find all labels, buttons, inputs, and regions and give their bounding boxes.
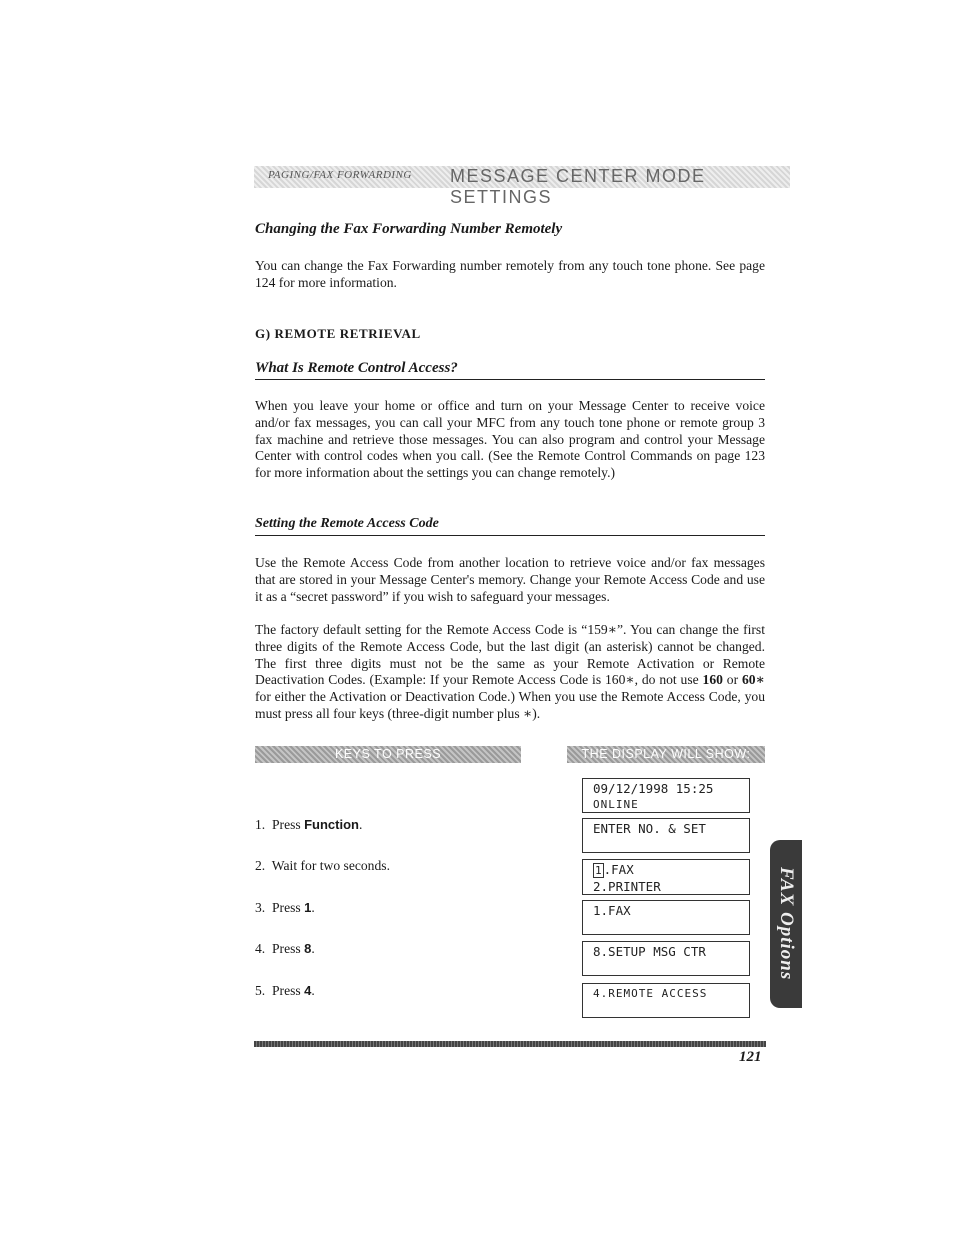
lcd-text: .FAX bbox=[603, 862, 634, 877]
paragraph-fax-forwarding: You can change the Fax Forwarding number remotely from any touch tone phone. See page 124 for more information. bbox=[255, 258, 765, 290]
subsection-title-remote-control: What Is Remote Control Access? bbox=[255, 360, 458, 376]
step-number: 3. bbox=[255, 900, 266, 915]
lcd-display-enter-no bbox=[582, 818, 750, 853]
access-code-or: or bbox=[722, 672, 742, 688]
paragraph-access-code-intro: Use the Remote Access Code from another location to retrieve voice and/or fax messages that are stored in your Message Center's memory. Change your Remote Access Code and use it as a “secret password” if you wish to safeguard your messages. bbox=[255, 555, 765, 604]
lcd-display-setup-msg-ctr bbox=[582, 941, 750, 976]
step-2 bbox=[255, 858, 390, 874]
access-code-text-b: for either the Activation or Deactivation Code.) When you use the Remote Access Code, you must press all four keys (three-digit number plus ∗). bbox=[255, 689, 765, 721]
access-code-bold-160: 160 bbox=[702, 672, 723, 688]
step-key: 1 bbox=[304, 900, 312, 915]
step-end: . bbox=[359, 817, 363, 832]
step-key: 8 bbox=[304, 941, 312, 956]
step-end: . bbox=[311, 983, 315, 998]
step-5 bbox=[255, 983, 315, 999]
step-number: 2. bbox=[255, 858, 266, 873]
paragraph-remote-control: When you leave your home or office and turn on your Message Center to receive voice and/or fax messages, you can call your MFC from any touch tone phone or remote group 3 fax machine and retrieve those messages. You can also program and control your Message Center with control codes when you call. (See the Remote Control Commands on page 123 for more information about the settings you can change remotely.) bbox=[255, 398, 765, 481]
lcd-line: 1.FAX bbox=[593, 903, 631, 918]
lcd-line: ENTER NO. & SET bbox=[593, 821, 706, 836]
step-1 bbox=[255, 817, 362, 833]
lcd-display-online bbox=[582, 778, 750, 813]
subsection-rule bbox=[255, 379, 765, 380]
step-key: 4 bbox=[304, 983, 312, 998]
lcd-display-fax bbox=[582, 900, 750, 935]
step-number: 4. bbox=[255, 941, 266, 956]
step-end: . bbox=[311, 941, 315, 956]
lcd-line: 8.SETUP MSG CTR bbox=[593, 944, 706, 959]
subsection-title-access-code: Setting the Remote Access Code bbox=[255, 516, 439, 531]
chapter-side-tab: FAX Options bbox=[770, 840, 802, 1008]
lcd-line bbox=[593, 862, 749, 879]
page-number: 121 bbox=[739, 1049, 762, 1065]
lcd-cursor-box: 1 bbox=[595, 864, 602, 877]
keys-to-press-header: KEYS TO PRESS bbox=[255, 746, 521, 763]
step-end: . bbox=[311, 900, 315, 915]
access-code-text-a: The factory default setting for the Remote Access Code is “159∗”. You can change the first three digits of the Remote Access Code, but the last digit (an asterisk) cannot be changed. The first three digits must not be the same as your Remote Activation or Remote Deactivation Codes. (Example: If your Remote Access Code is 160∗, do not use bbox=[255, 622, 765, 688]
step-text: Press bbox=[272, 941, 305, 956]
footer-bar bbox=[254, 1041, 766, 1047]
lcd-line: ONLINE bbox=[593, 798, 639, 811]
section-title-fax-forwarding: Changing the Fax Forwarding Number Remotely bbox=[255, 221, 563, 237]
header-section-label: PAGING/FAX FORWARDING bbox=[268, 169, 412, 181]
paragraph-access-code-default bbox=[255, 622, 765, 723]
access-code-bold-60: 60∗ bbox=[742, 672, 765, 688]
subsection-rule bbox=[255, 535, 765, 536]
step-text: Press bbox=[272, 900, 305, 915]
display-will-show-header: THE DISPLAY WILL SHOW: bbox=[567, 746, 765, 763]
step-key: Function bbox=[304, 817, 359, 832]
section-heading-remote-retrieval: G) REMOTE RETRIEVAL bbox=[255, 326, 421, 341]
lcd-line: 09/12/1998 15:25 bbox=[593, 781, 714, 796]
step-number: 5. bbox=[255, 983, 266, 998]
lcd-line: 4.REMOTE ACCESS bbox=[593, 987, 708, 1000]
lcd-display-fax-printer bbox=[582, 859, 750, 895]
step-text: Press bbox=[272, 983, 305, 998]
header-chapter-title: MESSAGE CENTER MODE SETTINGS bbox=[450, 166, 706, 207]
step-4 bbox=[255, 941, 315, 957]
step-3 bbox=[255, 900, 315, 916]
lcd-display-remote-access bbox=[582, 983, 750, 1018]
step-number: 1. bbox=[255, 817, 266, 832]
header-bar bbox=[254, 166, 790, 207]
step-text: Wait for two seconds. bbox=[271, 858, 390, 873]
step-text: Press bbox=[272, 817, 305, 832]
lcd-line: 2.PRINTER bbox=[593, 879, 661, 894]
